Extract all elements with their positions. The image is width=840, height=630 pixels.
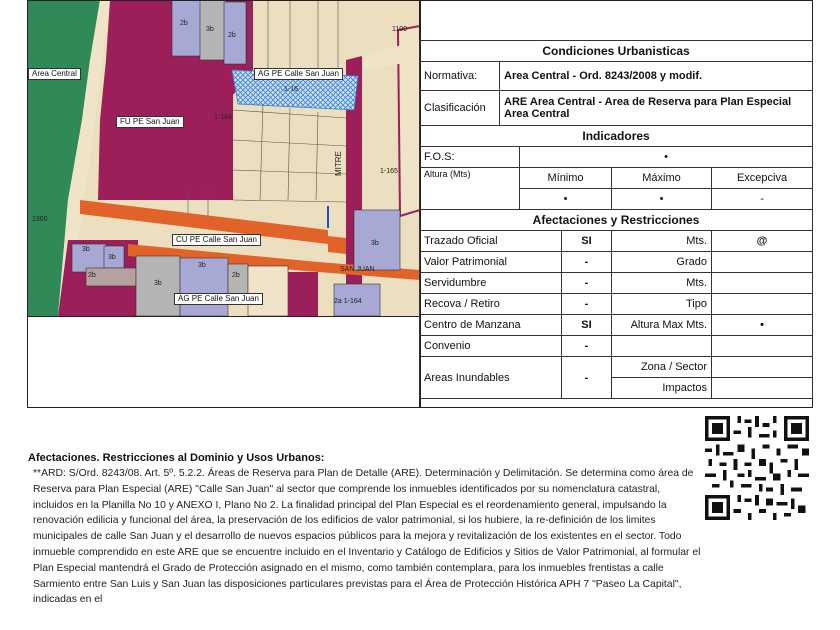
normativa-label: Normativa: <box>420 62 500 91</box>
restriction-label: Recova / Retiro <box>420 294 562 315</box>
map-label-area-central: Area Central <box>28 68 81 80</box>
map-label-fu-pe-san-juan: FU PE San Juan <box>116 116 184 128</box>
normativa-value: Area Central - Ord. 8243/2008 y modif. <box>500 62 813 91</box>
map-text-1100: 1100 <box>392 26 408 33</box>
fos-value: • <box>520 147 813 168</box>
map-text-1-164: 1-164 <box>214 114 232 121</box>
clasificacion-label: Clasificación <box>420 91 500 126</box>
map-text-2b: 2b <box>228 32 236 39</box>
restrictions-title: Afectaciones y Restricciones <box>420 210 813 231</box>
map-text-2a-1-164: 2a 1-164 <box>334 298 362 305</box>
map-frame <box>27 0 421 408</box>
indicators-title: Indicadores <box>420 126 813 147</box>
restriction-label: Servidumbre <box>420 273 562 294</box>
map-text-3b: 3b <box>206 26 214 33</box>
areas-inundables-value: - <box>562 357 612 399</box>
zona-sector-label: Zona / Sector <box>612 357 712 378</box>
affectations-body: **ARD: S/Ord. 8243/08. Art. 5º. 5.2.2. Áreas de Reserva para Plan de Detalle (ARE). Determinación y Delimitación. Se determina como área de Reserva para Plan Especial (ARE) "Calle San Juan" al sector que comprende los inmuebles identificados por su nomenclatura catastral, incluidos en la Planilla No 10 y ANEXO I, Plano No 2. La finalidad principal del Plan Especial es el reordenamiento general, impulsando la renovación edilicia y funcional del área, la preservación de los edificios de valor patrimonial, si los hubiere, la re-definición de los limites municipales de calle San Juan y el desarrollo de nuevos espacios públicos para la mejora y revitalización de los existentes en el sector. Todo inmueble comprendido en este ARE que se encuentre incluido en el Inventario y Catálogo de Edificios y Sitios de Valor Patrimonial, al formular el Plan Especial mantendrá el Grado de Protección asignado en el mismo, como también contemplara, para los inmuebles frentistas a calle Sarmiento entre San Luis y San Juan las disposiciones particulares previstas para el Área de Protección Histórica APH 7 "Paseo La Capital", indicadas en el <box>33 468 701 606</box>
restriction-row <box>420 231 813 252</box>
restriction-value: - <box>562 273 612 294</box>
qr-code-icon <box>705 416 809 520</box>
restriction-right-label: Tipo <box>612 294 712 315</box>
restriction-value: - <box>562 336 612 357</box>
excepciva-label: Excepciva <box>712 168 813 189</box>
map-text-mitre: MITRE <box>334 151 343 176</box>
restriction-label: Convenio <box>420 336 562 357</box>
clasificacion-value: ARE Area Central - Area de Reserva para Plan Especial Area Central <box>500 91 813 126</box>
restriction-right-label: Mts. <box>612 231 712 252</box>
map-text-3b: 3b <box>108 254 116 261</box>
altura-label: Altura (Mts) <box>420 168 520 210</box>
restriction-value: SI <box>562 231 612 252</box>
restriction-right-label: Grado <box>612 252 712 273</box>
restriction-row <box>420 336 813 357</box>
restriction-row <box>420 315 813 336</box>
restriction-right-value <box>712 336 813 357</box>
restriction-right-label: Altura Max Mts. <box>612 315 712 336</box>
restriction-row <box>420 252 813 273</box>
map-label-cu-pe-san-juan: CU PE Calle San Juan <box>172 234 261 246</box>
map-text-3b: 3b <box>82 246 90 253</box>
maximo-value: • <box>612 189 712 210</box>
map-text-3b: 3b <box>154 280 162 287</box>
map-label-ag-pe-san-juan-top: AG PE Calle San Juan <box>254 68 343 80</box>
restriction-right-label <box>612 336 712 357</box>
minimo-label: Mínimo <box>520 168 612 189</box>
map-text-2b: 2b <box>88 272 96 279</box>
restriction-right-value <box>712 294 813 315</box>
map-label-ag-pe-san-juan-bottom: AG PE Calle San Juan <box>174 293 263 305</box>
map-text-2b: 2b <box>180 20 188 27</box>
map-divider <box>27 316 421 317</box>
restriction-label: Centro de Manzana <box>420 315 562 336</box>
urban-conditions-table <box>419 40 813 399</box>
fos-label: F.O.S: <box>420 147 520 168</box>
restriction-value: - <box>562 252 612 273</box>
minimo-value: • <box>520 189 612 210</box>
restriction-right-label: Mts. <box>612 273 712 294</box>
restriction-label: Valor Patrimonial <box>420 252 562 273</box>
restriction-row <box>420 294 813 315</box>
map-text-3b: 3b <box>371 240 379 247</box>
map-text-3b: 3b <box>198 262 206 269</box>
impactos-value <box>712 378 813 399</box>
restriction-row <box>420 273 813 294</box>
restriction-right-value: @ <box>712 231 813 252</box>
restriction-value: SI <box>562 315 612 336</box>
map-text-1300: 1300 <box>32 216 48 223</box>
map-text-san-juan: SAN JUAN <box>340 266 375 273</box>
restriction-right-value <box>712 273 813 294</box>
affectations-title: Afectaciones. Restricciones al Dominio y Usos Urbanos: <box>28 452 325 464</box>
areas-inundables-label: Areas Inundables <box>420 357 562 399</box>
excepciva-value: - <box>712 189 813 210</box>
map-text-2b: 2b <box>232 272 240 279</box>
restriction-value: - <box>562 294 612 315</box>
conditions-title: Condiciones Urbanisticas <box>420 41 813 62</box>
impactos-label: Impactos <box>612 378 712 399</box>
restriction-label: Trazado Oficial <box>420 231 562 252</box>
restriction-right-value <box>712 252 813 273</box>
maximo-label: Máximo <box>612 168 712 189</box>
zona-sector-value <box>712 357 813 378</box>
map-text-1-165: 1-165 <box>380 168 398 175</box>
restriction-right-value: • <box>712 315 813 336</box>
map-text-1-16: 1-16 <box>284 86 299 93</box>
